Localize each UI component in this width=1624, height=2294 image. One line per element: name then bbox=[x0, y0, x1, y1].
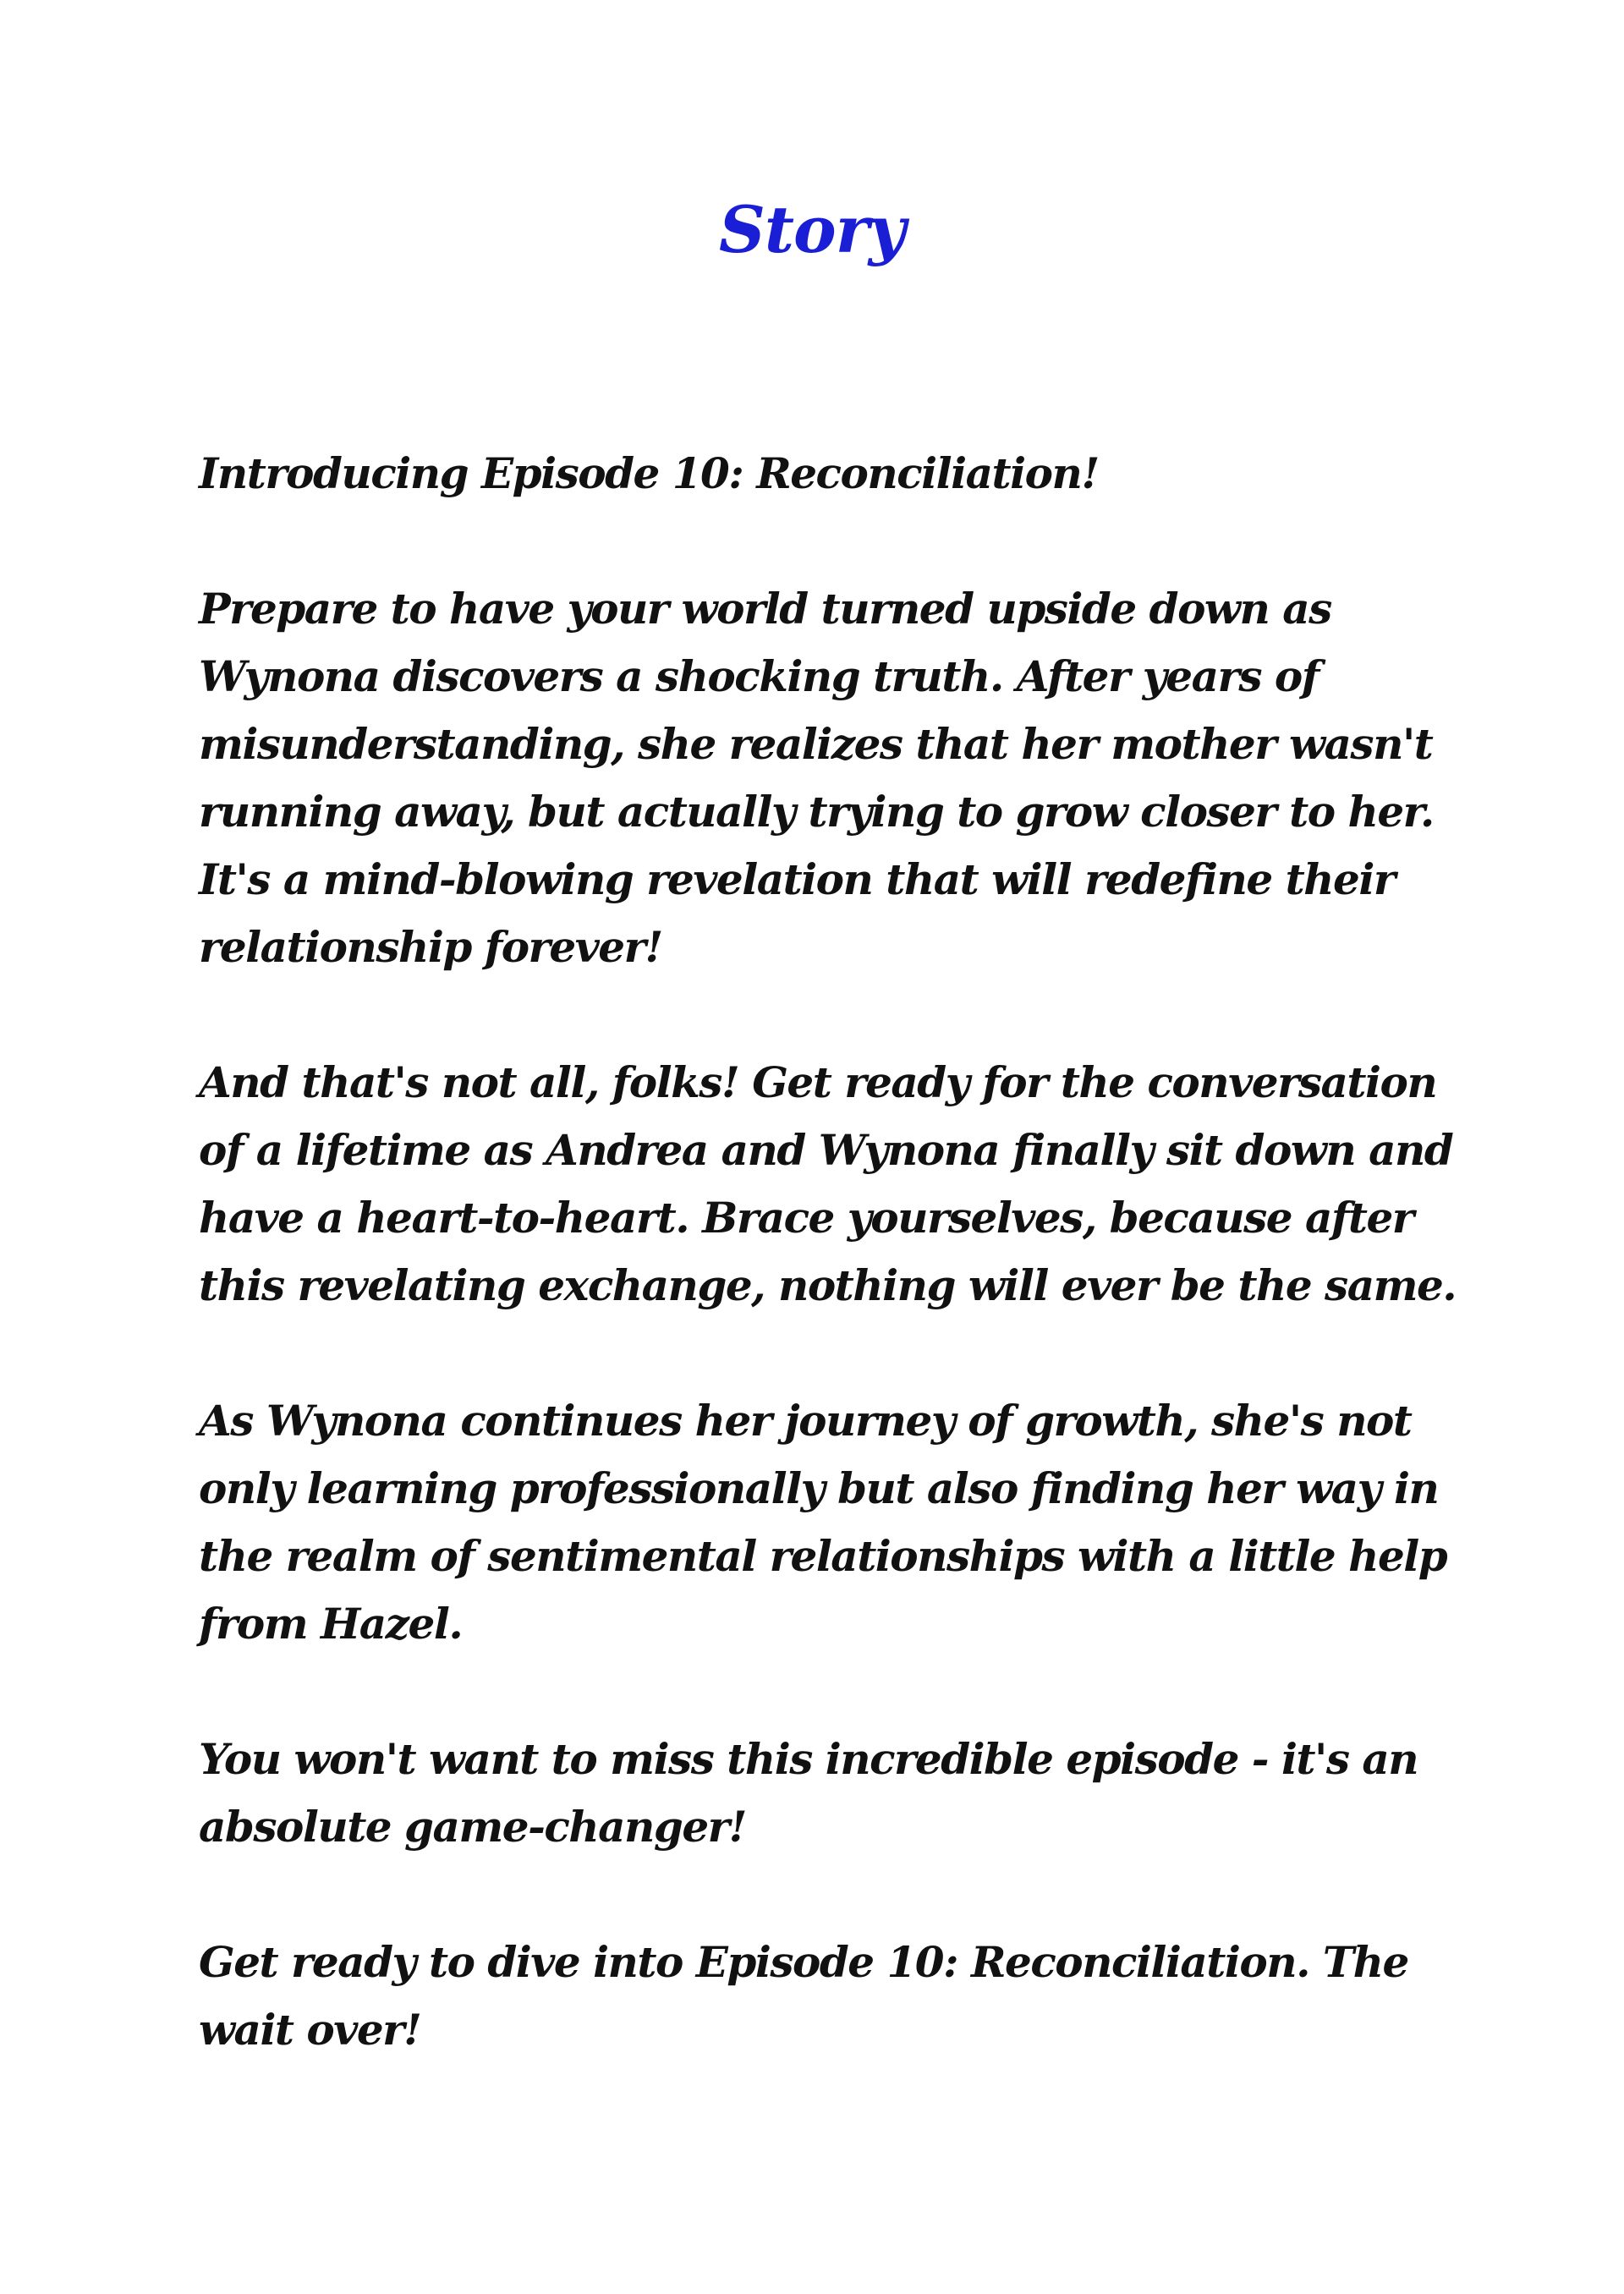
story-paragraph-teaser: You won't want to miss this incredible episode - it's an absolute game-changer! bbox=[199, 1734, 1418, 1852]
story-paragraph-revelation: Prepare to have your world turned upside down as Wynona discovers a shocking truth. After years of misunderstanding, she realizes that her mother wasn't running away, but actually trying to grow closer to her. It's a mind-blowing revelation that will redefine their relationship forever! bbox=[199, 584, 1434, 972]
story-body bbox=[199, 440, 1468, 2064]
story-paragraph-closing: Get ready to dive into Episode 10: Reconciliation. The wait over! bbox=[199, 1937, 1408, 2055]
story-paragraph-conversation: And that's not all, folks! Get ready for the conversation of a lifetime as Andrea and Wynona finally sit down and have a heart-to-heart. Brace yourselves, because after this revelating exchange, nothing will ever be the same. bbox=[199, 1057, 1457, 1310]
story-paragraph-intro: Introducing Episode 10: Reconciliation! bbox=[199, 448, 1099, 498]
story-paragraph-growth: As Wynona continues her journey of growth, she's not only learning professionally but also finding her way in the realm of sentimental relationships with a little help from Hazel. bbox=[199, 1396, 1447, 1649]
page-title: Story bbox=[719, 192, 905, 267]
